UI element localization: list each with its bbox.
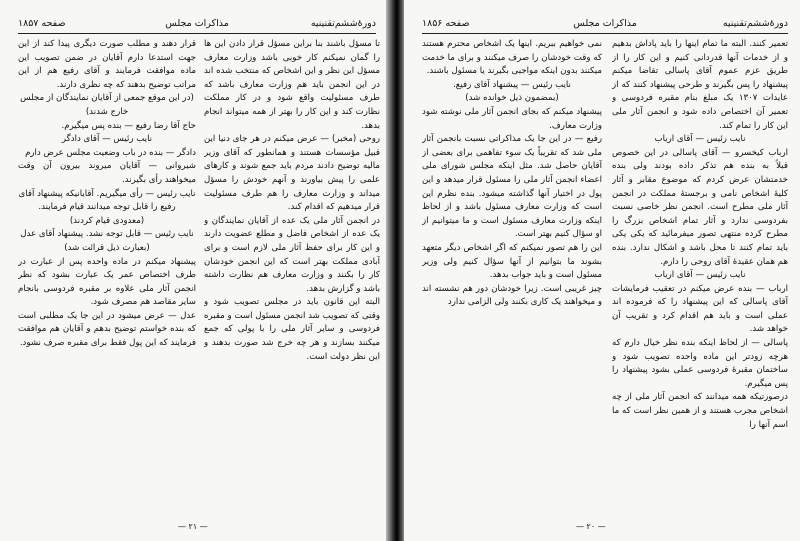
paragraph: نایب رئیس — آقای دادگر xyxy=(61,134,153,145)
header-rule xyxy=(422,33,788,34)
paragraph: پیشنهاد میکنم در ماده واحده پس از عبارت در طرف اختصاص عمر یک عبارت بشود که نظر انجمن آثار ملی علاوه بر مقبره فردوسی بانجام سایر مقاصد هم مصرف شود. xyxy=(18,256,196,308)
paragraph: این را هم تصور نمیکنم که اگر اشخاص دیگر متعهد بشوند ما بتوانیم از آنها سؤال کنیم ولی وزیر مسئول است و باید جواب بدهد. xyxy=(422,242,602,281)
page-header xyxy=(18,14,376,32)
paragraph: نمی خواهیم ببریم. اینها یک اشخاص محترم هستند که وقت خودشان را صرف میکنند و برای ما خدمت میکنند بدون اینکه مواجبی بگیرند یا مسئول باشند. xyxy=(422,39,602,77)
paragraph: رفیع — در این جا یک مذاکراتی نسبت بانجمن آثار ملی شد که تقریباً یک سوء تفاهمی برای بعضی از آقایان حاصل شد. مثل اینکه مجلس شورای ملی اعضاء انجمن آثار ملی را مسئول قرار میدهد و این پول در اختیار آنها گذاشته میشود. بنده نظرم این است که وزارت معارف مسئول باشد و از لحاظ اینکه وزارت معارف مسئول است و ما میتوانیم از او سؤال کنیم بهتر است. xyxy=(422,134,602,240)
header-title: مذاکرات مجلس xyxy=(573,18,637,29)
paragraph: شیروانی — آقایان میروند بیرون آن وقت میخواهند رأی بگیرند. xyxy=(18,161,196,185)
page-footer-number: — ۲۰ — xyxy=(576,522,606,531)
paragraph: (در این موقع جمعی از آقایان نمایندگان از مجلس خارج شدند) xyxy=(20,93,194,117)
paragraph: درصورتیکه همه میدانند که انجمن آثار ملی از چه اشخاص مجرب هستند و از همین نظر است که ما اسم آنها را xyxy=(612,392,788,430)
paragraph: ارباب — بنده عرض میکنم در تعقیب فرمایشات آقای پاسالی که این پیشنهاد را که فرموده اند عملی است و باید هم اقدام کرد و تقریب آن خواهد شد. xyxy=(612,283,788,335)
paragraph: (بمضمون ذیل خوانده شد) xyxy=(465,93,559,104)
paragraph: پیشنهاد میکنم که بجای انجمن آثار ملی نوشته شود وزارت معارف. xyxy=(422,106,602,131)
header-rule xyxy=(18,33,376,34)
paragraph: تا مسؤل باشند بنا براین مسؤل قرار دادن این ها را گمان نمیکنم کار خوبی باشد وزارت معارف مسؤل این نظر و این اشخاص که منتخب شده اند در این انجمن باید هم وزارت معارف باشد که طرف مسئولیت واقع شود و در کار مملکت نظارت کند و این کار را بهتر از همه میتواند انجام بدهد. xyxy=(204,39,380,131)
paragraph: ارباب کیخسرو — آقای پاسالی در این خصوص قبلاً به بنده هم تذکر داده بودند ولی بنده خدمتشان عرض کردم که موضوع مقابر و آثار کلیهٔ اشخاص نامی و برجستهٔ مملکت در انجمن آثار ملی مطرح است. انجمن نظر خاصی نسبت بفردوسی ندارد و آثار تمام اشخاص بزرگ را مطرح کرده منتهی تصور میفرمائید که یکی یکی باید تمام کنند تا محل باشد و اشکال ندارد. بنده هم همان عقیدهٔ آقای روحی را دارم. xyxy=(612,147,788,267)
paragraph: نایب رئیس — پیشنهاد آقای رفیع. xyxy=(453,79,571,90)
paragraph: چیز غریبی است. زیرا خودشان دور هم نشسته اند و میخواهند یک کاری بکنند ولی الزامی ندارد xyxy=(422,283,602,308)
paragraph: البته این قانون باید در مجلس تصویب شود و وقتی که تصویب شد انجمن مسئول است و مقبره فردوسی و سایر آثار ملی را با پولی که جمع میکنند بسازند و هر چه خرج شد صورت بدهند و این نظر دولت است. xyxy=(204,297,380,362)
book-gutter xyxy=(386,0,406,541)
page-number: صفحه ۱۸۵۶ xyxy=(422,18,470,29)
paragraph: در انجمن آثار ملی یک عده از آقایان نمایندگان و یک عده از اشخاص فاضل و مطلع عضویت دارند و این کار برای حفظ آثار ملی لازم است و برای آبادی مملکت بهتر است که این انجمن خودشان کار را بکنند و وزارت معارف هم نظارت داشته باشد و گزارش بدهد. xyxy=(204,215,380,294)
paragraph: نایب رئیس — قابل توجه نشد. پیشنهاد آقای عدل xyxy=(20,229,194,240)
header-title: مذاکرات مجلس xyxy=(165,18,229,29)
text-column-left xyxy=(422,38,602,488)
session-label: دورهٔ‌ششم‌تقنینیه xyxy=(310,18,376,29)
paragraph: تعمیر کنند. البته ما تمام اینها را باید پاداش بدهیم و از خدمات آنها قدردانی کنیم و این کار را از طریق عزم عموم آقای پاسالی تقاضا میکنم پیشنهاد را پس بگیرند و طرحی پیشنهاد کنند که از عایدات ۱۳۰۷ یک مبلغ بنام مقبره فردوسی و تعمیر آن اختصاص داده شود و انجمن آثار ملی این کار را تمام کند. xyxy=(612,39,788,131)
page-header xyxy=(422,14,788,32)
paragraph: روحی (مخبر) — عرض میکنم در هر جای دنیا این قبیل مؤسسات هستند و همانطور که آقای وزیر مالیه توضیح دادند مردم باید جمع شوند و کارهای علمی را پیش بیاورند و آنهم خودش را مسؤل میداند و وزارت معارف را هم طرف مسئولیت قرار میدهیم که اقدام کند. xyxy=(204,134,380,213)
session-label: دورهٔ‌ششم‌تقنینیه xyxy=(722,18,788,29)
paragraph: (بعبارت ذیل قرائت شد) xyxy=(64,242,150,253)
page-footer-number: — ۲۱ — xyxy=(178,522,208,531)
right-page xyxy=(404,0,800,541)
paragraph: قرار دهند و مطلب صورت دیگری پیدا کند از این جهت استدعا دارم آقایان در ضمن تصویب این ماده موافقت فرمایند و آقای رفیع هم از این مراتب توضیح بدهند که چه نظری دارند. xyxy=(18,39,196,90)
paragraph: (معدودی قیام کردند) xyxy=(69,215,145,226)
paragraph: نایب رئیس — آقای ارباب xyxy=(654,270,746,281)
paragraph: دادگر — بنده در باب وضعیت مجلس عرض دارم xyxy=(25,147,196,158)
paragraph: حاج آقا رضا رفیع — بنده پس میگیرم. xyxy=(61,120,196,131)
left-page xyxy=(0,0,388,541)
paragraph: نایب رئیس — آقای ارباب xyxy=(654,134,746,145)
paragraph: پاسالی — از لحاظ اینکه بنده نظر خیال دارم که هرچه زودتر این ماده واحده تصویب شود و ساختمان مقبرهٔ فردوسی عملی بشود پیشنهاد را پس میگیرم. xyxy=(612,338,788,389)
paragraph: عدل — عرض میشود در این جا یک مطلبی است که بنده خواستم توضیح بدهم و آقایان هم موافقت فرمایند که این پول فقط برای مقبره صرف نشود. xyxy=(18,310,196,349)
page-number: صفحه ۱۸۵۷ xyxy=(18,18,66,29)
text-column-right xyxy=(612,38,788,488)
text-column-right xyxy=(204,38,380,488)
paragraph: نایب رئیس — رأی میگیریم. آقایانیکه پیشنهاد آقای رفیع را قابل توجه میدانند قیام فرمایند. xyxy=(18,188,196,213)
text-column-left xyxy=(18,38,196,488)
